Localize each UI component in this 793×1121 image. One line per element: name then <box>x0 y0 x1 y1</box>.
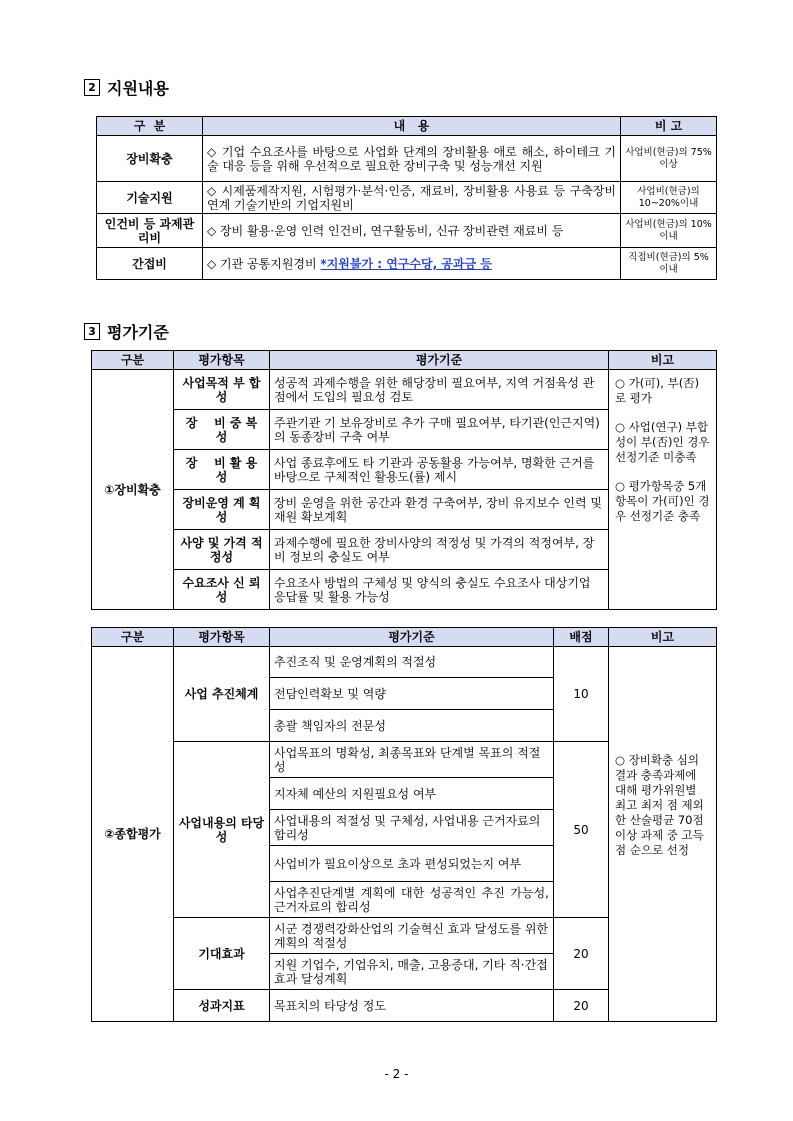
row-category: 인건비 등 과제관리비 <box>97 214 203 248</box>
eval-criteria: 사업추진단계별 계획에 대한 성공적인 추진 가능성, 근거자료의 합리성 <box>270 882 554 918</box>
eval-criteria: 사업비가 필요이상으로 초과 편성되었는지 여부 <box>270 846 554 882</box>
header-note: 비고 <box>609 628 717 647</box>
eval-criteria: 성공적 과제수행을 위한 해당장비 필요여부, 지역 거점육성 관점에서 도입의 필요성 검토 <box>270 370 609 410</box>
score: 20 <box>554 918 609 990</box>
row-category: 기술지원 <box>97 182 203 214</box>
note-line-2: ○ 사업(연구) 부합성이 부(否)인 경우 선정기준 미충족 <box>615 420 710 464</box>
header-category: 구 분 <box>97 117 203 136</box>
section-2-title <box>84 76 169 99</box>
eval-item: 사업 추진체계 <box>174 647 270 742</box>
eval-item: 기대효과 <box>174 918 270 990</box>
content-text: ◇ 기관 공통지원경비 <box>207 256 321 271</box>
equipment-evaluation-table <box>91 350 717 610</box>
eval-item: 장비운영 계 획 성 <box>174 490 270 530</box>
comprehensive-note: ○ 장비확충 심의 결과 충족과제에 대해 평가위원별 최고 최저 점 제외한 산술평균 70점 이상 과제 중 고득점 순으로 선정 <box>609 647 717 1022</box>
section-2-title-text: 지원내용 <box>107 79 169 98</box>
header-item: 평가항목 <box>174 628 270 647</box>
header-criteria: 평가기준 <box>270 351 609 370</box>
section-3-title <box>84 320 169 343</box>
eval-item: 사업내용의 타당성 <box>174 742 270 918</box>
score: 50 <box>554 742 609 918</box>
eval-criteria: 지자체 예산의 지원필요성 여부 <box>270 778 554 810</box>
row-content: ◇ 장비 활용·운영 인력 인건비, 연구활동비, 신규 장비관련 재료비 등 <box>203 214 621 248</box>
eval-criteria: 장비 운영을 위한 공간과 환경 구축여부, 장비 유지보수 인력 및 재원 확보계획 <box>270 490 609 530</box>
section-3-number: 3 <box>84 323 100 340</box>
eval-item: 사양 및 가격 적정성 <box>174 530 270 570</box>
eval-item: 장 비 중 복 성 <box>174 410 270 450</box>
page-number: - 2 - <box>384 1067 409 1081</box>
equipment-note <box>609 370 717 610</box>
row-category: 장비확충 <box>97 136 203 182</box>
comprehensive-evaluation-table <box>91 627 717 1022</box>
row-note: 사업비(현금)의 10%이내 <box>621 214 717 248</box>
row-content: ◇ 기업 수요조사를 바탕으로 사업화 단계의 장비활용 애로 해소, 하이테크 기술 대응 등을 위해 우선적으로 필요한 장비구축 및 성능개선 지원 <box>203 136 621 182</box>
eval-criteria: 사업 종료후에도 타 기관과 공동활용 가능여부, 명확한 근거를 바탕으로 구체적인 활용도(률) 제시 <box>270 450 609 490</box>
row-note: 사업비(현금)의 10~20%이내 <box>621 182 717 214</box>
group-equipment: ①장비확충 <box>92 370 174 610</box>
row-note: 사업비(현금)의 75%이상 <box>621 136 717 182</box>
row-content <box>203 248 621 280</box>
eval-item: 성과지표 <box>174 990 270 1022</box>
header-item: 평가항목 <box>174 351 270 370</box>
eval-criteria: 총괄 책임자의 전문성 <box>270 710 554 742</box>
eval-criteria: 지원 기업수, 기업유치, 매출, 고용증대, 기타 직·간접 효과 달성계획 <box>270 954 554 990</box>
score: 20 <box>554 990 609 1022</box>
group-comprehensive: ②종합평가 <box>92 647 174 1022</box>
eval-criteria: 사업내용의 적절성 및 구체성, 사업내용 근거자료의 합리성 <box>270 810 554 846</box>
eval-criteria: 목표치의 타당성 정도 <box>270 990 554 1022</box>
eval-criteria: 주관기관 기 보유장비로 추가 구매 필요여부, 타기관(인근지역)의 동종장비 구축 여부 <box>270 410 609 450</box>
eval-criteria: 과제수행에 필요한 장비사양의 적정성 및 가격의 적정여부, 장비 정보의 충실도 여부 <box>270 530 609 570</box>
note-line-3: ○ 평가항목중 5개 항목이 가(可)인 경우 선정기준 충족 <box>615 479 710 523</box>
eval-item: 사업목적 부 합 성 <box>174 370 270 410</box>
no-support-link[interactable]: *지원불가 : 연구수당, 공과금 등 <box>320 256 492 271</box>
header-note: 비 고 <box>621 117 717 136</box>
eval-criteria: 전담인력확보 및 역량 <box>270 678 554 710</box>
header-content: 내 용 <box>203 117 621 136</box>
header-criteria: 평가기준 <box>270 628 554 647</box>
eval-item: 수요조사 신 뢰 성 <box>174 570 270 610</box>
header-category: 구분 <box>92 351 174 370</box>
note-line-1: ○ 가(可), 부(否)로 평가 <box>615 376 700 405</box>
header-note: 비고 <box>609 351 717 370</box>
header-score: 배점 <box>554 628 609 647</box>
eval-criteria: 시군 경쟁력강화산업의 기술혁신 효과 달성도를 위한 계획의 적절성 <box>270 918 554 954</box>
eval-item: 장 비 활 용 성 <box>174 450 270 490</box>
eval-criteria: 사업목표의 명확성, 최종목표와 단계별 목표의 적절성 <box>270 742 554 778</box>
eval-criteria: 수요조사 방법의 구체성 및 양식의 충실도 수요조사 대상기업 응답률 및 활용 가능성 <box>270 570 609 610</box>
row-note: 직접비(현금)의 5%이내 <box>621 248 717 280</box>
row-content: ◇ 시제품제작지원, 시험평가·분석·인증, 재료비, 장비활용 사용료 등 구축장비 연계 기술기반의 기업지원비 <box>203 182 621 214</box>
eval-criteria: 추진조직 및 운영계획의 적절성 <box>270 647 554 678</box>
section-2-number: 2 <box>84 79 100 96</box>
row-category: 간접비 <box>97 248 203 280</box>
header-category: 구분 <box>92 628 174 647</box>
score: 10 <box>554 647 609 742</box>
support-content-table <box>96 116 717 280</box>
section-3-title-text: 평가기준 <box>107 323 169 342</box>
